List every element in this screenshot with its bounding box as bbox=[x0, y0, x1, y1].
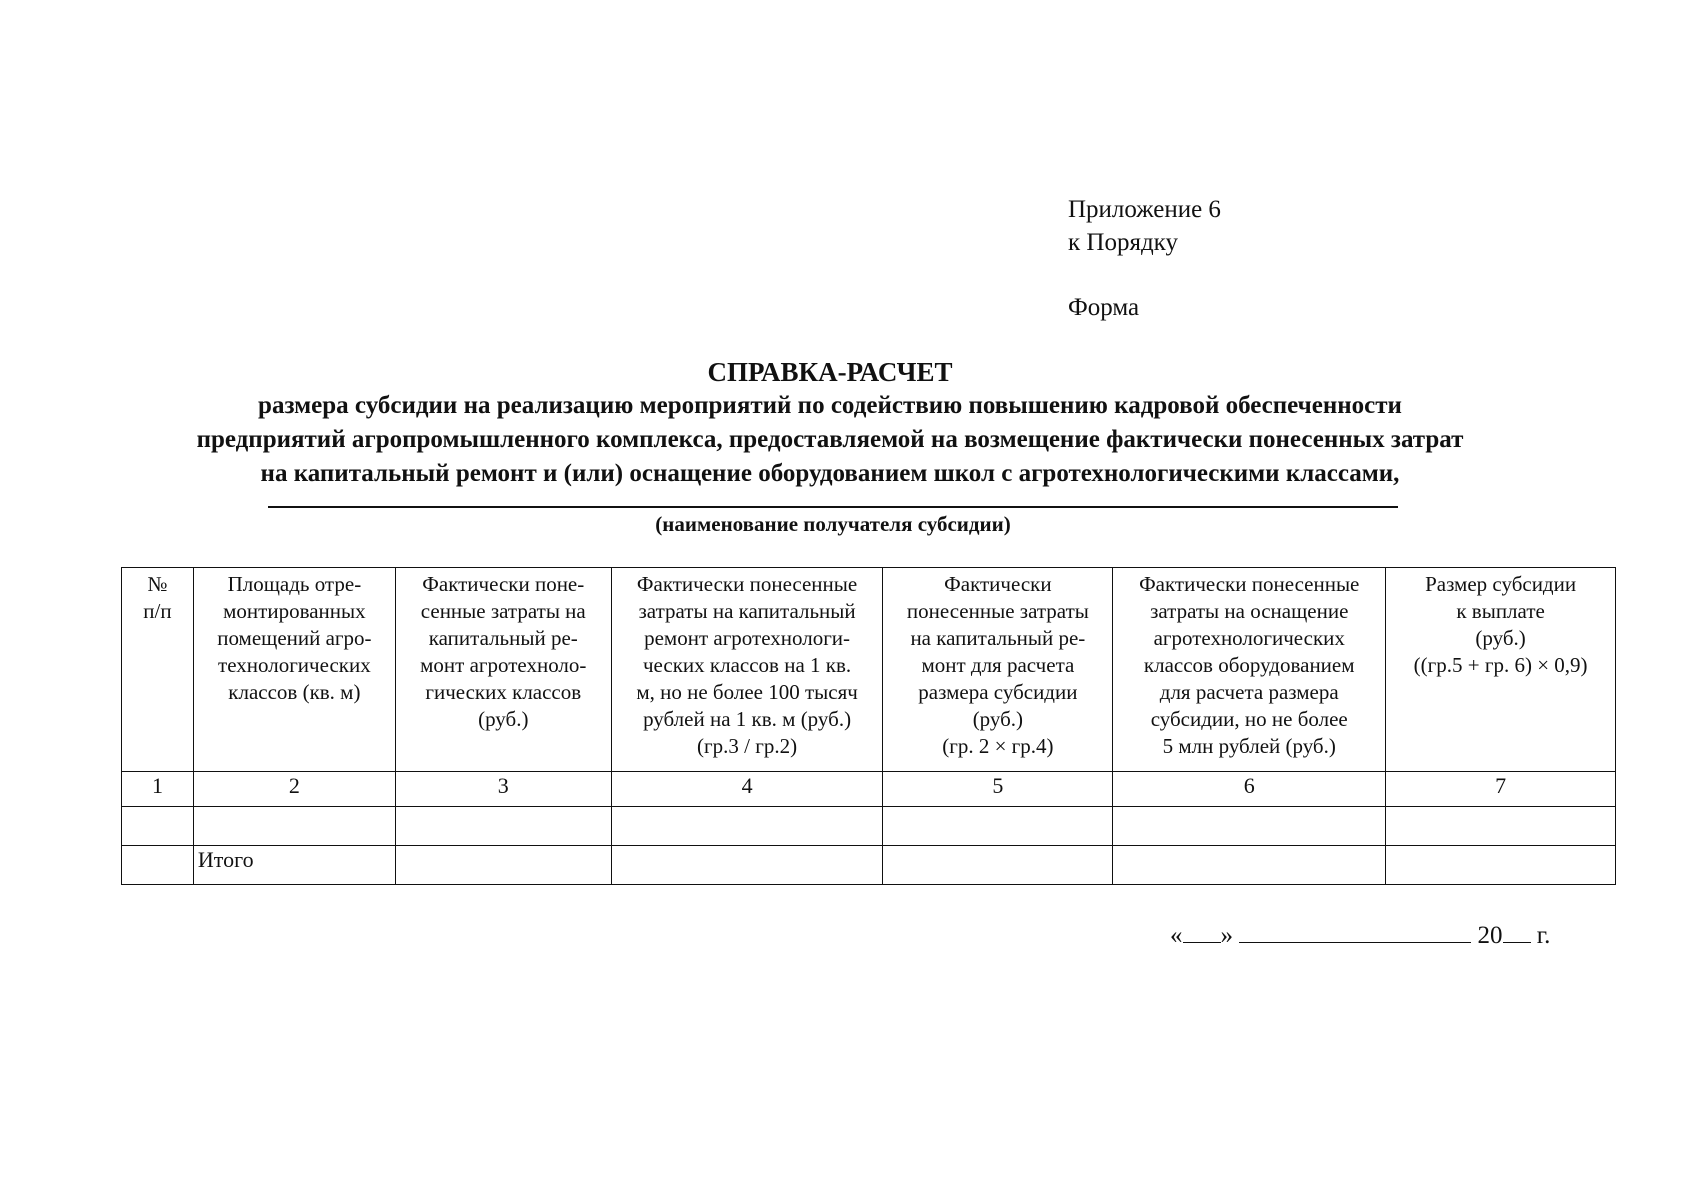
day-blank[interactable] bbox=[1183, 922, 1221, 943]
table-cell[interactable] bbox=[395, 807, 611, 846]
table-cell[interactable] bbox=[1113, 807, 1386, 846]
year-blank[interactable] bbox=[1503, 922, 1531, 943]
recipient-name-line[interactable] bbox=[268, 506, 1398, 508]
table-cell[interactable] bbox=[611, 846, 883, 885]
table-cell[interactable] bbox=[395, 846, 611, 885]
table-cell[interactable] bbox=[122, 846, 194, 885]
table-cell[interactable] bbox=[193, 807, 395, 846]
table-row bbox=[122, 807, 1616, 846]
column-number: 2 bbox=[193, 772, 395, 807]
table-cell[interactable] bbox=[122, 807, 194, 846]
year-prefix: 20 bbox=[1477, 922, 1503, 949]
column-number: 7 bbox=[1386, 772, 1616, 807]
title-main: СПРАВКА-РАСЧЕТ bbox=[707, 357, 953, 387]
date-open-quote: « bbox=[1170, 922, 1183, 949]
document-title bbox=[60, 355, 1600, 491]
date-close-quote: » bbox=[1220, 922, 1233, 949]
title-line-2: предприятий агропромышленного комплекса, предоставляемой на возмещение фактически понесенных затрат bbox=[196, 426, 1464, 453]
title-line-1: размера субсидии на реализацию мероприятий по содействию повышению кадровой обеспеченности bbox=[258, 392, 1402, 419]
column-number: 5 bbox=[883, 772, 1113, 807]
annex-block bbox=[1068, 193, 1221, 324]
table-cell[interactable] bbox=[1113, 846, 1386, 885]
table-cell[interactable] bbox=[1386, 807, 1616, 846]
table-cell[interactable] bbox=[883, 807, 1113, 846]
table-cell[interactable] bbox=[1386, 846, 1616, 885]
table-cell[interactable] bbox=[883, 846, 1113, 885]
header-col-4: Фактически понесенные затраты на капитальный ремонт агротехнологи- ческих классов на 1 кв. м, но не более 100 тысяч рублей на 1 кв. м (руб.) (гр.3 / гр.2) bbox=[611, 568, 883, 772]
column-number: 6 bbox=[1113, 772, 1386, 807]
year-suffix: г. bbox=[1536, 922, 1551, 949]
header-col-2: Площадь отре- монтированных помещений агро- технологических классов (кв. м) bbox=[193, 568, 395, 772]
calculation-table bbox=[121, 567, 1616, 885]
header-col-5: Фактически понесенные затраты на капитальный ре- монт для расчета размера субсидии (руб.) (гр. 2 × гр.4) bbox=[883, 568, 1113, 772]
month-blank[interactable] bbox=[1239, 922, 1471, 943]
column-number-row bbox=[122, 772, 1616, 807]
total-label: Итого bbox=[193, 846, 395, 885]
date-line bbox=[1170, 922, 1550, 950]
form-label: Форма bbox=[1068, 294, 1140, 321]
recipient-caption: (наименование получателя субсидии) bbox=[655, 512, 1011, 536]
total-row bbox=[122, 846, 1616, 885]
title-line-3: на капитальный ремонт и (или) оснащение оборудованием школ с агротехнологическими классами, bbox=[260, 460, 1400, 487]
column-number: 3 bbox=[395, 772, 611, 807]
header-col-6: Фактически понесенные затраты на оснащение агротехнологических классов оборудованием для расчета размера субсидии, но не более 5 млн рублей (руб.) bbox=[1113, 568, 1386, 772]
column-number: 1 bbox=[122, 772, 194, 807]
header-col-3: Фактически поне- сенные затраты на капитальный ре- монт агротехноло- гических классов (руб.) bbox=[395, 568, 611, 772]
annex-reference: к Порядку bbox=[1068, 229, 1178, 256]
header-col-1: № п/п bbox=[122, 568, 194, 772]
header-row bbox=[122, 568, 1616, 772]
column-number: 4 bbox=[611, 772, 883, 807]
table-cell[interactable] bbox=[611, 807, 883, 846]
header-col-7: Размер субсидии к выплате (руб.) ((гр.5 + гр. 6) × 0,9) bbox=[1386, 568, 1616, 772]
annex-number: Приложение 6 bbox=[1068, 196, 1221, 223]
